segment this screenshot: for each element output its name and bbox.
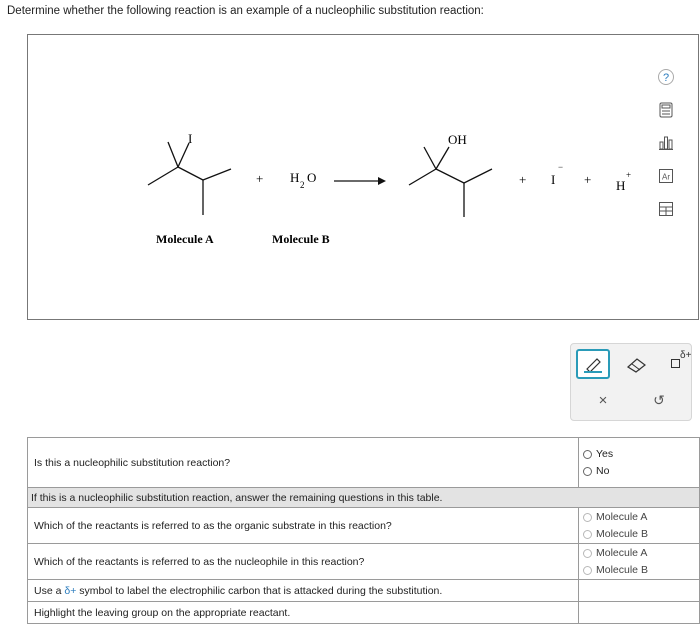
table-header-row — [28, 488, 700, 508]
question-1: Is this a nucleophilic substitution reaction? — [28, 438, 579, 488]
chart-icon[interactable] — [658, 135, 674, 151]
svg-text:O: O — [307, 170, 317, 185]
product-alcohol-structure — [409, 147, 492, 217]
radio-molecule-b[interactable] — [583, 566, 592, 575]
table-row — [28, 438, 700, 488]
help-icon[interactable] — [658, 69, 674, 85]
table-row — [28, 580, 700, 602]
answer-options-1 — [579, 438, 700, 488]
box-icon — [671, 359, 680, 368]
option-molecule-a[interactable]: Molecule A — [583, 545, 695, 562]
radio-molecule-a[interactable] — [583, 549, 592, 558]
calculator-icon[interactable] — [658, 102, 674, 118]
hydroxyl-label: OH — [448, 132, 467, 147]
plus-sign-3: + — [584, 172, 592, 187]
empty-cell — [579, 602, 700, 624]
iodide-charge: − — [558, 162, 564, 172]
question-4: Use a δ+ symbol to label the electrophilic carbon that is attacked during the substitution. — [28, 580, 579, 602]
question-3: Which of the reactants is referred to as the nucleophile in this reaction? — [28, 544, 579, 580]
radio-molecule-a[interactable] — [583, 513, 592, 522]
molecule-a-label: Molecule A — [156, 232, 214, 246]
grid-icon[interactable] — [658, 201, 674, 217]
reaction-arrow — [334, 177, 386, 185]
delta-plus-label: δ+ — [680, 350, 692, 361]
radio-no[interactable] — [583, 467, 592, 476]
question-2: Which of the reactants is referred to as the organic substrate in this reaction? — [28, 508, 579, 544]
pencil-icon — [582, 355, 604, 373]
table-row — [28, 544, 700, 580]
plus-sign-1: + — [256, 171, 264, 186]
question-5: Highlight the leaving group on the appropriate reactant. — [28, 602, 579, 624]
delta-plus-symbol: δ+ — [64, 584, 77, 597]
option-no[interactable]: No — [583, 463, 695, 480]
option-molecule-b[interactable]: Molecule B — [583, 526, 695, 543]
highlighter-tool-button[interactable] — [576, 349, 610, 379]
water-formula — [290, 170, 316, 190]
conditional-instructions: If this is a nucleophilic substitution reaction, answer the remaining questions in this table. — [28, 488, 700, 508]
svg-text:2: 2 — [300, 180, 305, 190]
option-molecule-b[interactable]: Molecule B — [583, 562, 695, 579]
reaction-canvas[interactable] — [27, 34, 699, 320]
proton-charge: + — [626, 170, 632, 180]
question-prompt: Determine whether the following reaction is an example of a nucleophilic substitution reaction: — [7, 5, 484, 17]
answer-options-3 — [579, 544, 700, 580]
delta-plus-tool[interactable] — [671, 352, 699, 370]
help-symbol: ? — [662, 72, 670, 84]
molecule-b-label: Molecule B — [272, 232, 330, 246]
answer-options-2 — [579, 508, 700, 544]
reaction-scheme — [28, 35, 700, 321]
empty-cell — [579, 580, 700, 602]
question-table — [27, 437, 700, 624]
plus-sign-2: + — [519, 172, 527, 187]
table-row — [28, 508, 700, 544]
proton: H — [616, 178, 626, 193]
periodic-table-icon[interactable] — [658, 168, 674, 184]
undo-button[interactable]: ↺ — [653, 391, 665, 408]
radio-yes[interactable] — [583, 450, 592, 459]
svg-text:H: H — [290, 170, 300, 185]
eraser-icon — [624, 356, 648, 374]
svg-text:Ar: Ar — [662, 172, 670, 182]
table-row — [28, 602, 700, 624]
clear-button[interactable]: × — [598, 391, 608, 409]
option-yes[interactable]: Yes — [583, 446, 695, 463]
molecule-a-structure[interactable] — [148, 142, 231, 215]
eraser-tool-button[interactable] — [623, 354, 649, 376]
iodide-ion: I — [551, 172, 556, 187]
iodine-atom-label: I — [188, 131, 193, 146]
radio-molecule-b[interactable] — [583, 530, 592, 539]
option-molecule-a[interactable]: Molecule A — [583, 509, 695, 526]
